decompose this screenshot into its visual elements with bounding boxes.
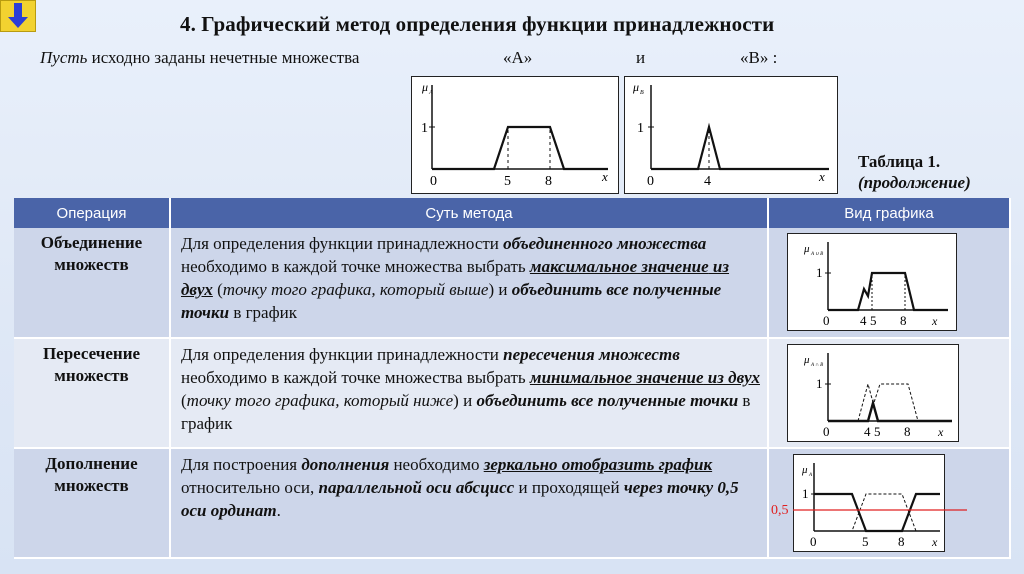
union-graph [787,233,957,331]
set-b-label: «В» : [740,48,778,67]
desc-emph-underlined: из двух [181,257,730,299]
union-tick-5: 5 [870,313,877,328]
complement-tick-8: 8 [898,534,905,549]
desc-text: относительно оси, [181,478,319,497]
intro-text [40,48,359,68]
desc-text: необходимо в каждой точке множества выбрать [181,368,530,387]
methods-table [14,198,1011,559]
operation-cell [14,448,170,558]
op-line1: Дополнение [45,454,138,473]
intersection-source-b [858,384,878,421]
intersection-mu-sub: A ∩ B [811,363,824,368]
union-curve [828,273,948,310]
union-x-label: x [932,314,938,328]
intersection-one: 1 [816,376,823,391]
caption-line2: (продолжение) [858,173,971,192]
graph-b-one: 1 [637,121,644,136]
desc-text: необходимо [389,455,484,474]
down-arrow-icon[interactable] [0,0,36,32]
op-line2: множеств [54,476,129,495]
desc-text: в график [181,391,751,433]
desc-text: Для определения функции принадлежности [181,234,504,253]
desc-text: ( [212,280,223,299]
complement-tick-5: 5 [862,534,869,549]
header-operation: Операция [14,198,170,228]
intersection-tick-8: 8 [904,424,911,439]
graph-set-b [624,76,838,194]
graph-view-cell [768,448,1010,558]
desc-emph: объединить все полученные точки [476,391,739,410]
desc-emph: объединенного множества [503,234,707,253]
half-level-label: 0,5 [771,503,789,518]
graph-b-x-label: x [819,169,825,184]
desc-text: . [276,501,281,520]
desc-text: Для построения [181,455,302,474]
complement-mu: μ [802,464,808,476]
intersection-graph [787,344,959,442]
desc-emph-underlined: из двух [703,368,760,387]
desc-emph-underlined: минимальное значение [529,368,704,387]
graph-view-cell [768,338,1010,448]
graph-a-zero: 0 [430,174,437,189]
table-row-union [14,228,1010,338]
method-description [170,338,768,448]
complement-mu-sub: A [809,473,813,478]
desc-text: Для определения функции принадлежности [181,345,504,364]
desc-text: необходимо в каждой точке множества выбрать [181,257,530,276]
desc-emph: через точку 0,5 оси ординат [181,478,739,520]
union-mu: μ [804,243,810,255]
header-graph-view: Вид графика [768,198,1010,228]
intersection-x-label: x [938,425,944,439]
union-one: 1 [816,265,823,280]
graph-b-mu: μ [633,80,640,94]
union-mu-sub: A ∪ B [811,252,824,257]
intro-body: исходно заданы нечетные множества [91,48,360,67]
complement-x-label: x [932,535,938,549]
graph-a-tick-8: 8 [545,174,552,189]
table-header-row [14,198,1010,228]
desc-text: и проходящей [514,478,624,497]
intersection-curve [828,403,952,421]
graph-a-one: 1 [421,121,428,136]
union-tick-8: 8 [900,313,907,328]
graph-a-trapezoid [432,127,608,169]
graph-b-zero: 0 [647,174,654,189]
caption-line1: Таблица 1. [858,152,941,171]
set-a-label: «А» [503,48,533,67]
desc-emph-underlined: зеркально отобразить график [483,455,713,474]
complement-one: 1 [802,486,809,501]
graph-set-a [411,76,619,194]
union-zero: 0 [823,313,830,328]
intersection-tick-4: 4 [864,424,871,439]
intersection-mu: μ [804,354,810,366]
desc-emph: пересечения множеств [503,345,680,364]
operation-cell [14,338,170,448]
op-line2: множеств [54,366,129,385]
conjunction: и [636,48,646,67]
desc-emph-underlined: максимальное значение [529,257,709,276]
table-caption [858,151,971,193]
table-row-intersection [14,338,1010,448]
graph-view-cell [768,228,1010,338]
half-level-marker [771,500,971,520]
desc-italic: точку того графика, который выше [222,280,489,299]
desc-text: ) и [488,280,512,299]
desc-text: ( [181,391,187,410]
graph-a-tick-5: 5 [504,174,511,189]
desc-emph: объединить все полученные точки [181,280,722,322]
desc-emph: дополнения [301,455,390,474]
method-description [170,448,768,558]
header-method: Суть метода [170,198,768,228]
intersection-zero: 0 [823,424,830,439]
intersection-tick-5: 5 [874,424,881,439]
op-line2: множеств [54,255,129,274]
operation-cell [14,228,170,338]
graph-a-mu-sub: A [429,90,433,96]
union-tick-4: 4 [860,313,867,328]
op-line1: Объединение [40,233,143,252]
desc-italic: точку того графика, который ниже [186,391,454,410]
graph-b-triangle [651,127,829,169]
graph-a-mu: μ [422,80,429,94]
graph-a-x-label: x [602,169,608,184]
op-line1: Пересечение [42,344,141,363]
desc-text: ) и [453,391,477,410]
page-title: 4. Графический метод определения функции принадлежности [180,12,775,36]
graph-b-tick-4: 4 [704,174,711,189]
table-row-complement [14,448,1010,558]
method-description [170,228,768,338]
graph-b-mu-sub: B [640,90,644,96]
desc-text: в график [229,303,297,322]
desc-emph: параллельной оси абсцисс [318,478,515,497]
complement-zero: 0 [810,534,817,549]
intro-italic: Пусть [40,48,88,67]
